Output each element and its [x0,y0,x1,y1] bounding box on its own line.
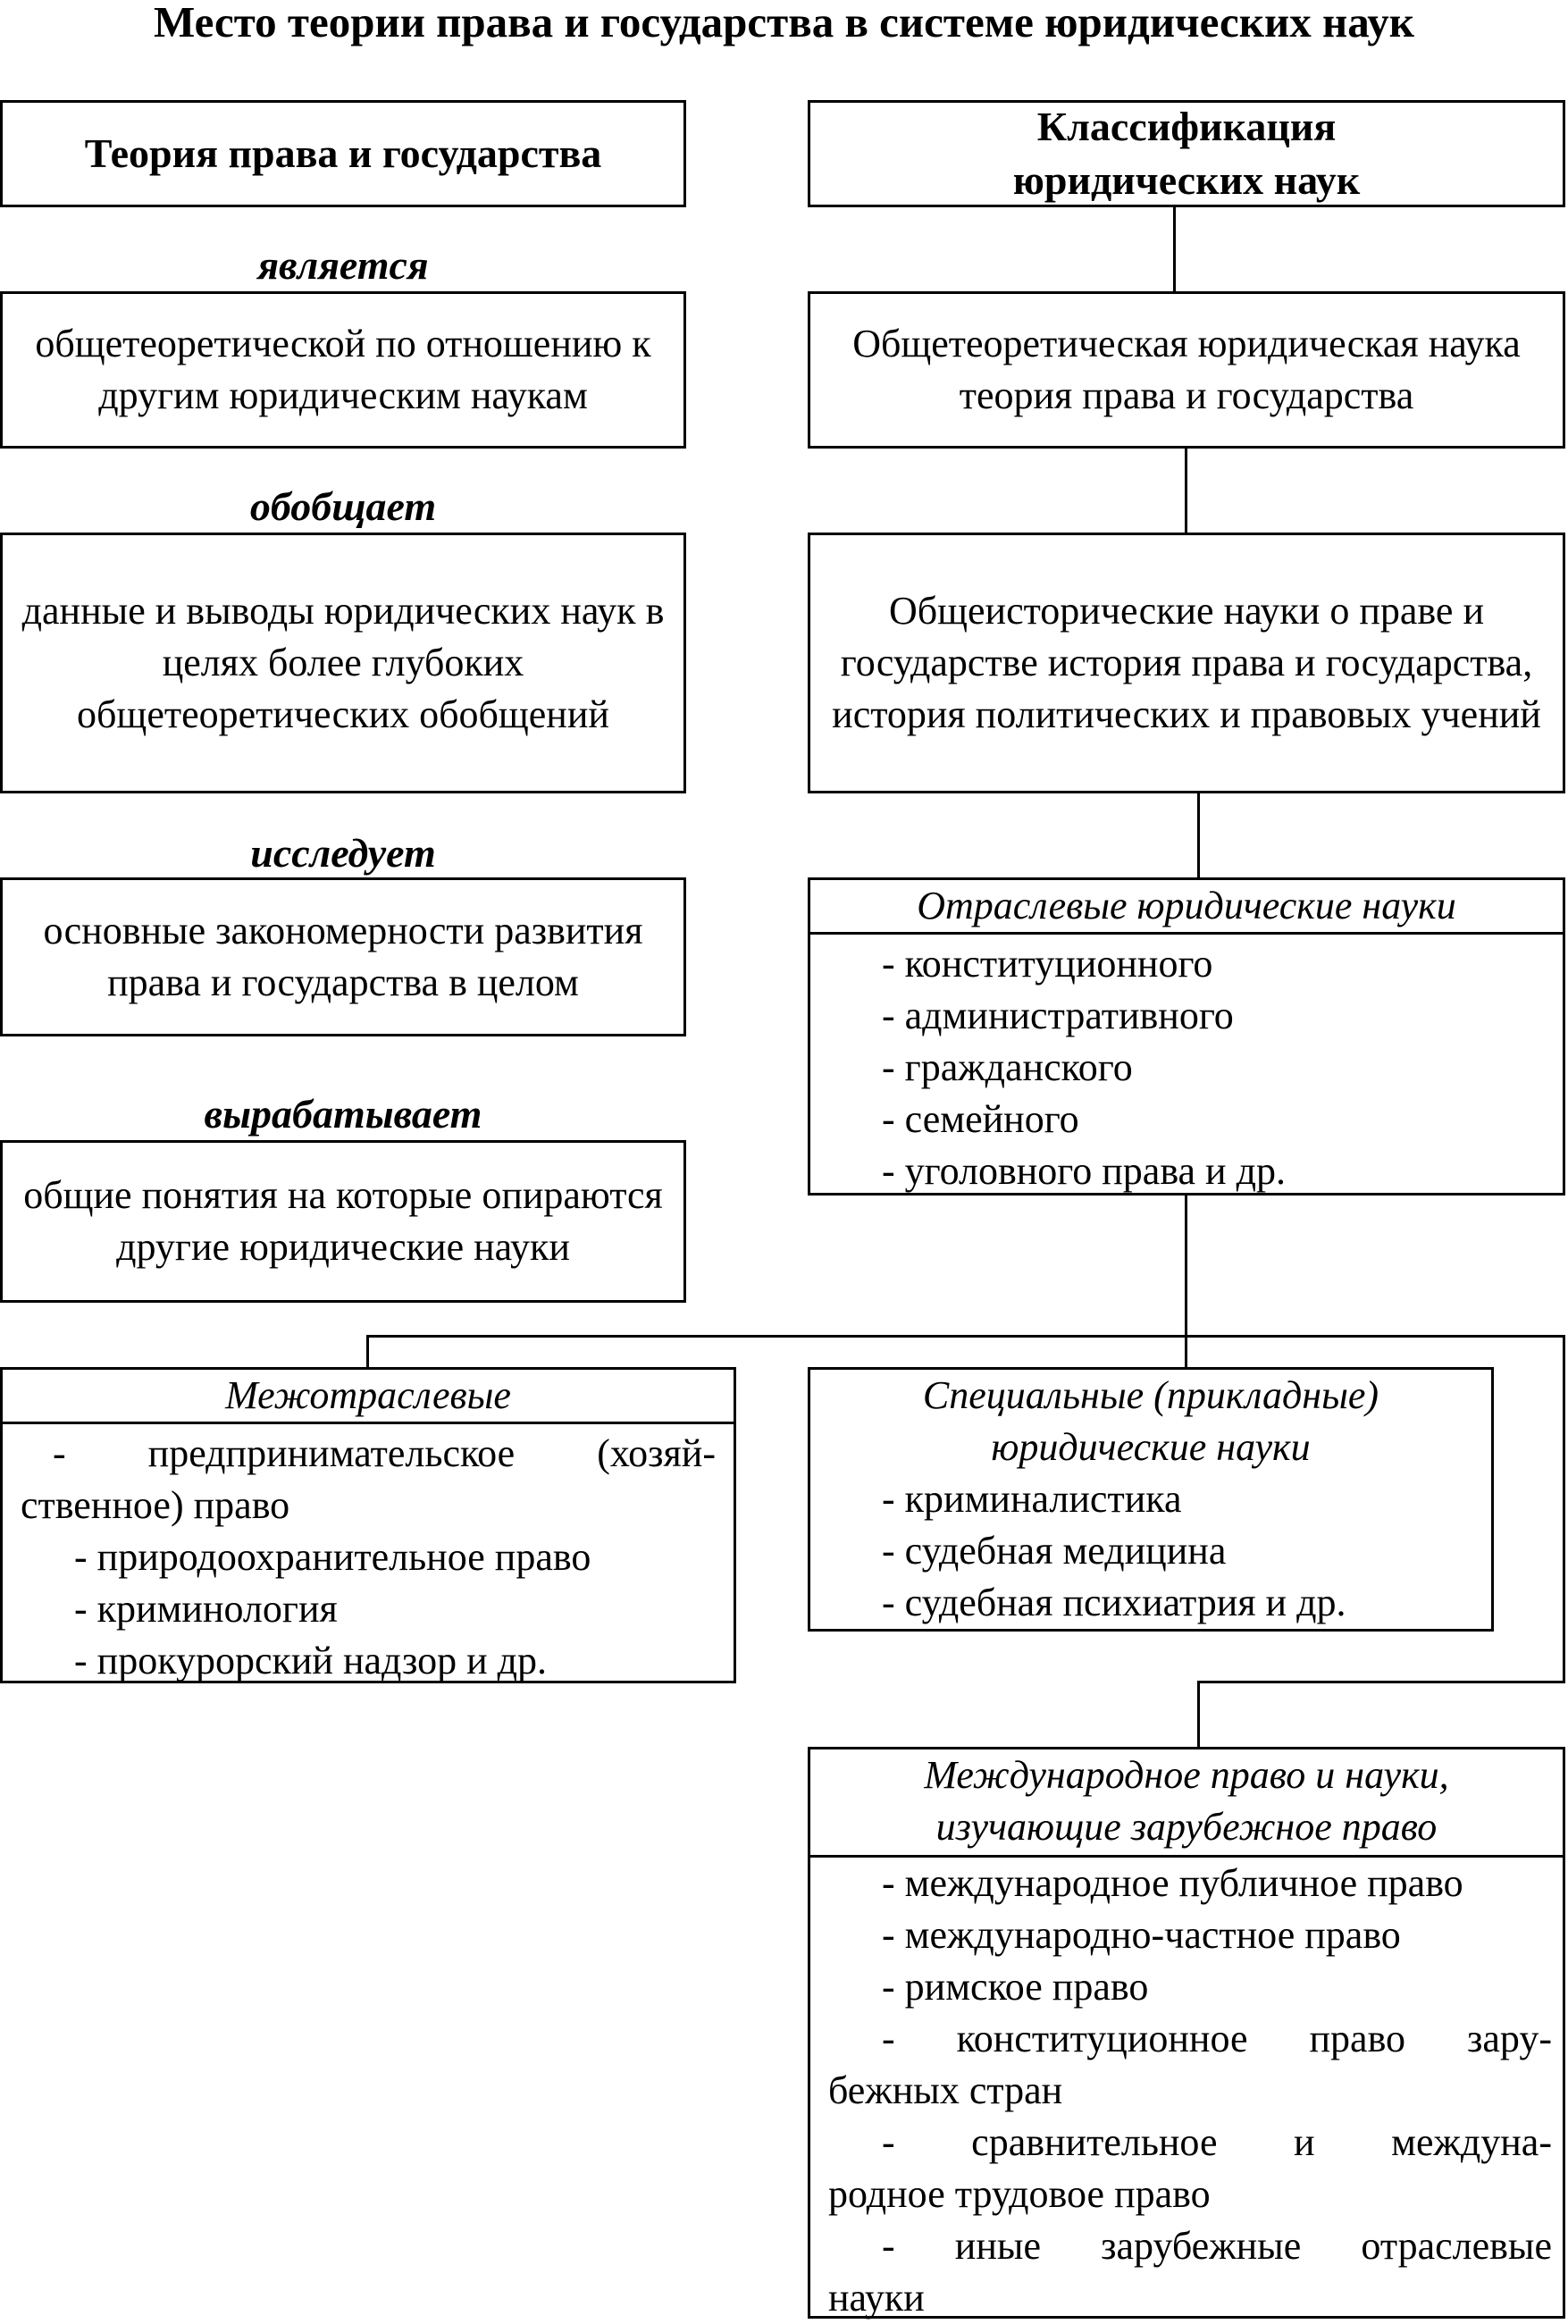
list-item: - конституционное право зару- [882,2017,1552,2060]
verb-label-generalizes: обобщает [249,483,437,529]
connector-line [1185,1196,1187,1367]
list-item: - криминалистика [882,1477,1182,1521]
list-item: родное трудовое право [828,2172,1211,2216]
connector-line [1185,449,1187,533]
international-title [810,1749,1563,1858]
list-item: - семейного [882,1097,1079,1141]
left-header-text: Теория права и государства [84,130,602,176]
verb-label-studies: исследует [250,830,436,876]
general-theory-box [808,291,1565,449]
connector-line [366,1335,1565,1338]
historical-sciences-line: Общеисторические науки о праве [888,589,1454,633]
list-item: - природоохранительное право [74,1535,591,1579]
special-sciences-title-line: Специальные (прикладные) [922,1373,1379,1417]
left-box-line: развития права и государства [107,909,643,1004]
intersectoral-title: Межотраслевые [3,1370,734,1424]
list-item: - административного [882,994,1234,1037]
list-item: - предпринимательское (хозяй- [53,1431,716,1475]
international-box [808,1747,1565,2319]
left-header-box [0,100,686,207]
left-box-line: юридическим наукам [229,373,588,417]
list-item: науки [828,2276,925,2320]
historical-sciences-line: и государстве [840,589,1484,684]
general-theory-line: Общетеоретическая юридическая [852,322,1419,365]
verb-label-is: является [257,242,429,288]
connector-line [366,1335,369,1367]
left-box-studies [0,877,686,1036]
list-item: ственное) право [21,1483,290,1527]
list-item: - иные зарубежные отраслевые [882,2224,1552,2268]
special-sciences-box [808,1367,1494,1632]
list-item: - сравнительное и междуна- [882,2120,1552,2164]
left-box-line: данные и выводы юридических [21,589,551,633]
connector-line [1563,1335,1565,1683]
connector-line [1197,1681,1565,1683]
left-box-develops [0,1140,686,1303]
left-box-line: в целом [449,961,579,1004]
branch-sciences-title: Отраслевые юридические науки [810,880,1563,935]
classification-header-line: юридических наук [1012,157,1361,203]
list-item: - уголовного права и др. [882,1149,1286,1193]
page-title: Место теории права и государства в системе юридических наук [154,0,1414,46]
list-item: - судебная медицина [882,1529,1227,1573]
left-box-generalizes [0,533,686,793]
historical-sciences-line: учений [1421,692,1541,736]
list-item: - прокурорский надзор и др. [74,1639,548,1682]
left-box-line: общие понятия на которые [23,1173,473,1217]
general-theory-line: наука теория права и государства [959,322,1521,417]
list-item: - криминология [74,1587,338,1631]
list-item: бежных стран [828,2068,1063,2112]
special-sciences-title-line: юридические науки [991,1425,1311,1469]
connector-line [1197,1681,1200,1747]
branch-sciences-box [808,877,1565,1196]
connector-line [1173,207,1176,291]
left-box-line: опираются другие юридические [116,1173,663,1269]
intersectoral-box [0,1367,736,1683]
left-box-line: общетеоретических обобщений [77,692,609,736]
left-box-is [0,291,686,449]
international-title-line: Международное право и науки, [924,1753,1449,1797]
connector-line [1197,793,1200,877]
classification-header-box [808,100,1565,207]
left-box-line: наук в целях более глубоких [162,589,665,684]
list-item: - международно-частное право [882,1913,1401,1957]
historical-sciences-line: история права и государства, [1047,641,1533,684]
historical-sciences-line: история политических и правовых [832,692,1412,736]
international-title-line: изучающие зарубежное право [935,1805,1438,1849]
classification-header-line: Классификация [1036,104,1337,149]
list-item: - международное публичное право [882,1861,1463,1905]
left-box-line: науки [474,1225,570,1269]
verb-label-develops: вырабатывает [204,1091,482,1137]
list-item: - римское право [882,1965,1149,2009]
list-item: - судебная психиатрия и др. [882,1581,1346,1624]
left-box-line: отношению к другим [98,322,651,417]
list-item: - конституционного [882,942,1213,986]
left-box-line: основные закономерности [43,909,485,952]
left-box-line: общетеоретической по [35,322,416,365]
list-item: - гражданского [882,1045,1133,1089]
historical-sciences-box [808,533,1565,793]
